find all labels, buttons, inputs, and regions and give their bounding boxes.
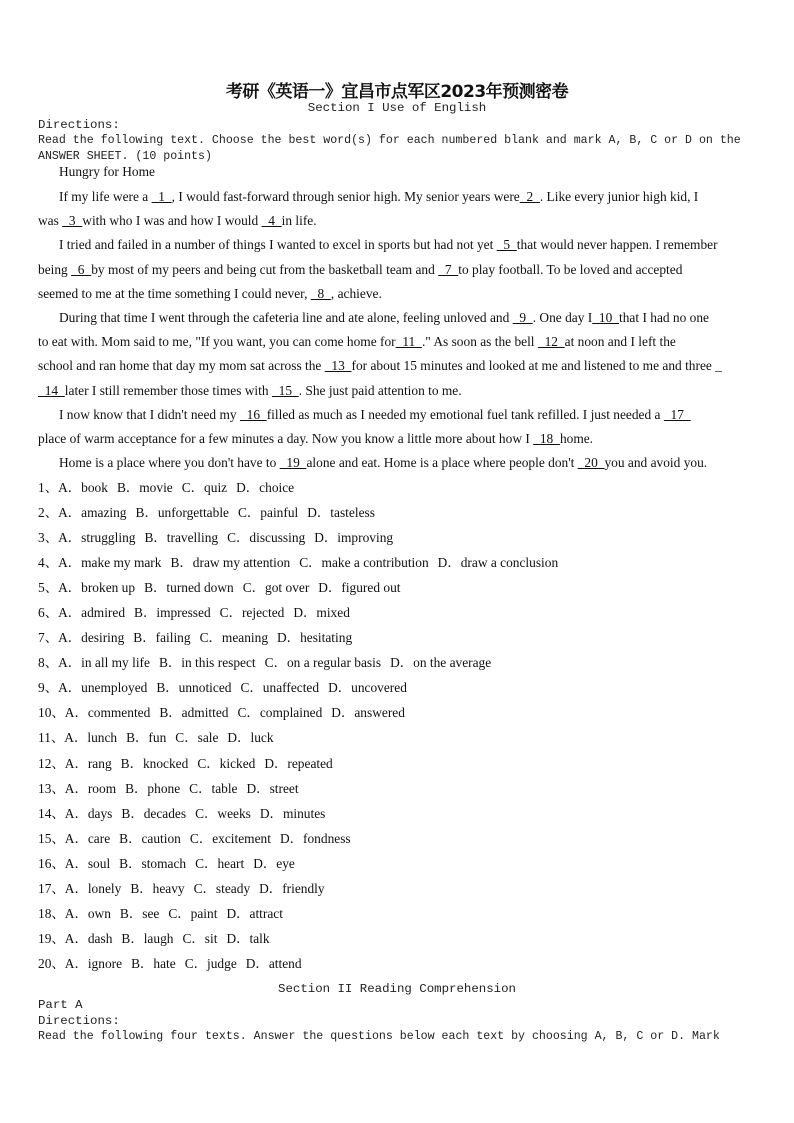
passage-text: . She just paid attention to me.	[298, 382, 462, 398]
section2-directions-label: Directions:	[38, 1014, 120, 1028]
blank-13: 13	[324, 358, 352, 374]
option-D: D．eye	[253, 855, 295, 871]
section1-directions-line-2: ANSWER SHEET. (10 points)	[38, 150, 212, 163]
question-11-options	[38, 728, 567, 753]
passage-line	[38, 260, 758, 284]
option-D: D．street	[246, 780, 299, 796]
passage-text: for about 15 minutes and looked at me and listened to me and three _	[351, 358, 722, 374]
question-19-options	[38, 929, 567, 954]
option-D: D．attend	[245, 955, 302, 971]
passage-text: seemed to me at the time something I could never,	[38, 285, 311, 301]
option-A: 6、A．admired	[38, 605, 126, 621]
question-17-options	[38, 879, 567, 904]
blank-1: 1	[151, 189, 172, 204]
blank-5: 5	[496, 237, 517, 253]
passage-text: place of warm acceptance for a few minutes a day. Now you know a little more about how I	[38, 430, 534, 446]
option-A: 3、A．struggling	[38, 530, 136, 546]
option-B: B．travelling	[144, 530, 219, 546]
option-C: C．make a contribution	[299, 555, 429, 571]
passage-text: During that time I went through the cafeteria line and ate alone, feeling unloved and	[59, 309, 513, 325]
option-B: B．admitted	[159, 705, 229, 721]
question-7-options	[38, 628, 567, 653]
question-13-options	[38, 779, 567, 804]
blank-15: 15	[271, 382, 299, 398]
blank-2: 2	[519, 189, 540, 204]
option-A: 9、A．unemployed	[38, 680, 148, 696]
option-D: D．draw a conclusion	[437, 555, 559, 571]
option-D: D．hesitating	[277, 630, 353, 646]
section1-directions-label: Directions:	[38, 118, 120, 132]
option-C: C．painful	[237, 505, 299, 521]
option-B: B．laugh	[121, 930, 174, 946]
passage-text: Home is a place where you don't have to	[59, 455, 280, 471]
passage-line	[38, 187, 758, 211]
option-D: D．minutes	[259, 805, 326, 821]
passage-text: I tried and failed in a number of things I wanted to excel in sports but had not yet	[59, 237, 497, 253]
option-C: C．sale	[175, 730, 219, 746]
blank-14: 14	[38, 382, 65, 398]
option-A: 11、A．lunch	[38, 730, 118, 746]
passage-text: . Like every junior high kid, I	[539, 189, 699, 204]
option-D: D．mixed	[293, 605, 350, 621]
passage-line	[38, 356, 758, 380]
blank-12: 12	[537, 334, 565, 350]
question-4-options	[38, 553, 567, 578]
option-B: B．heavy	[130, 880, 185, 896]
passage-text: you and avoid you.	[604, 455, 708, 471]
option-C: C．on a regular basis	[264, 655, 382, 671]
blank-18: 18	[533, 430, 560, 446]
passage-line	[38, 211, 758, 235]
passage-text: by most of my peers and being cut from the basketball team and	[91, 261, 439, 277]
option-C: C．quiz	[181, 480, 228, 495]
option-B: B．fun	[126, 730, 167, 746]
option-D: D．figured out	[318, 580, 401, 596]
option-A: 8、A．in all my life	[38, 655, 150, 671]
question-15-options	[38, 829, 567, 854]
question-10-options	[38, 703, 567, 728]
option-B: B．stomach	[119, 855, 187, 871]
passage-line	[38, 453, 758, 477]
question-12-options	[38, 754, 567, 779]
blank-7: 7	[438, 261, 459, 277]
option-C: C．table	[189, 780, 238, 796]
option-C: C．weeks	[195, 805, 251, 821]
option-C: C．meaning	[199, 630, 269, 646]
passage-line	[38, 235, 758, 259]
options-list	[38, 478, 567, 979]
blank-6: 6	[71, 261, 92, 277]
passage-text: later I still remember those times with	[64, 382, 272, 398]
passage-text: at noon and I left the	[564, 334, 676, 350]
option-B: B．caution	[119, 830, 181, 846]
question-2-options	[38, 503, 567, 528]
option-D: D．answered	[331, 705, 405, 721]
blank-9: 9	[512, 309, 533, 325]
option-A: 16、A．soul	[38, 855, 111, 871]
passage-line	[38, 332, 758, 356]
section1-heading: Section I Use of English	[307, 101, 487, 115]
option-A: 10、A．commented	[38, 705, 151, 721]
option-C: C．excitement	[189, 830, 271, 846]
blank-10: 10	[592, 309, 620, 325]
passage-text: school and ran home that day my mom sat across the	[38, 358, 325, 374]
option-B: B．turned down	[144, 580, 234, 596]
option-B: B．phone	[125, 780, 181, 796]
option-B: B．draw my attention	[170, 555, 291, 571]
blank-17: 17	[663, 406, 691, 422]
blank-3: 3	[62, 213, 83, 229]
passage-line	[38, 405, 758, 429]
passage-text: filled as much as I needed my emotional fuel tank refilled. I just needed a	[266, 406, 664, 422]
option-A: 13、A．room	[38, 780, 117, 796]
blank-16: 16	[239, 406, 267, 422]
option-C: C．sit	[182, 930, 218, 946]
option-D: D．choice	[236, 480, 295, 495]
blank-8: 8	[310, 285, 331, 301]
passage-line	[38, 284, 758, 308]
option-A: 5、A．broken up	[38, 580, 136, 596]
passage-text: alone and eat. Home is a place where people don't	[306, 455, 578, 471]
option-B: B．decades	[121, 805, 187, 821]
option-C: C．judge	[184, 955, 237, 971]
option-C: C．unaffected	[240, 680, 320, 696]
passage-text: that would never happen. I remember	[516, 237, 718, 253]
option-D: D．improving	[314, 530, 394, 546]
option-D: D．talk	[226, 930, 270, 946]
question-16-options	[38, 854, 567, 879]
option-D: D．tasteless	[307, 505, 375, 521]
passage-line	[38, 381, 758, 405]
option-A: 1、A．book	[38, 480, 108, 495]
option-A: 7、A．desiring	[38, 630, 125, 646]
option-C: C．got over	[242, 580, 310, 596]
option-A: 14、A．days	[38, 805, 113, 821]
option-C: C．paint	[168, 905, 218, 921]
section2-part: Part A	[38, 998, 83, 1012]
passage-line	[38, 429, 758, 453]
option-D: D．repeated	[264, 755, 333, 771]
option-A: 12、A．rang	[38, 755, 112, 771]
option-D: D．luck	[227, 730, 274, 746]
option-D: D．attract	[226, 905, 283, 921]
question-20-options	[38, 954, 567, 979]
passage-text: being	[38, 261, 72, 277]
option-A: 17、A．lonely	[38, 880, 122, 896]
passage-text: in life.	[281, 213, 317, 229]
option-B: B．unnoticed	[156, 680, 232, 696]
option-A: 20、A．ignore	[38, 955, 123, 971]
question-6-options	[38, 603, 567, 628]
option-A: 19、A．dash	[38, 930, 113, 946]
option-B: B．failing	[133, 630, 191, 646]
option-B: B．knocked	[120, 755, 189, 771]
question-9-options	[38, 678, 567, 703]
passage-text: that I had no one	[619, 309, 710, 325]
option-C: C．kicked	[197, 755, 256, 771]
section2-heading: Section II Reading Comprehension	[278, 982, 516, 996]
option-C: C．steady	[193, 880, 251, 896]
section1-directions-line-1: Read the following text. Choose the best word(s) for each numbered blank and mark A, B, C or D on the	[38, 134, 741, 147]
option-C: C．discussing	[227, 530, 306, 546]
passage-text: was	[38, 213, 63, 229]
question-3-options	[38, 528, 567, 553]
passage-text: , I would fast-forward through senior high. My senior years were	[171, 189, 520, 204]
option-B: B．movie	[116, 480, 173, 495]
option-D: D．uncovered	[328, 680, 407, 696]
option-B: B．unforgettable	[135, 505, 229, 521]
passage-text: If my life were a	[59, 189, 152, 204]
option-C: C．heart	[195, 855, 245, 871]
option-B: B．in this respect	[158, 655, 256, 671]
passage-text: . One day I	[532, 309, 593, 325]
passage-text: ." As soon as the bell	[421, 334, 538, 350]
passage-text: to eat with. Mom said to me, "If you want, you can come home for	[38, 334, 396, 350]
question-1-options	[38, 478, 567, 503]
option-D: D．fondness	[279, 830, 351, 846]
option-A: 2、A．amazing	[38, 505, 127, 521]
blank-11: 11	[395, 334, 422, 350]
passage-text: to play football. To be loved and accepted	[458, 261, 683, 277]
question-5-options	[38, 578, 567, 603]
section2-directions-line: Read the following four texts. Answer the questions below each text by choosing A, B, C or D. Mark	[38, 1030, 720, 1043]
option-B: B．see	[119, 905, 160, 921]
blank-20: 20	[577, 455, 605, 471]
option-D: D．friendly	[259, 880, 325, 896]
option-B: B．impressed	[134, 605, 211, 621]
option-B: B．hate	[131, 955, 176, 971]
option-D: D．on the average	[390, 655, 492, 671]
document-title: 考研《英语一》宜昌市点军区2023年预测密卷	[225, 82, 569, 102]
option-A: 15、A．care	[38, 830, 111, 846]
passage-line	[38, 308, 758, 332]
blank-4: 4	[261, 213, 282, 229]
passage-text: , achieve.	[330, 285, 382, 301]
question-14-options	[38, 804, 567, 829]
passage-text: I now know that I didn't need my	[59, 406, 240, 422]
passage-text: home.	[559, 430, 594, 446]
option-A: 4、A．make my mark	[38, 555, 162, 571]
question-8-options	[38, 653, 567, 678]
passage-text: with who I was and how I would	[82, 213, 262, 229]
option-C: C．rejected	[219, 605, 285, 621]
question-18-options	[38, 904, 567, 929]
passage	[38, 187, 758, 477]
option-A: 18、A．own	[38, 905, 111, 921]
passage-title: Hungry for Home	[59, 164, 155, 179]
option-C: C．complained	[237, 705, 323, 721]
blank-19: 19	[279, 455, 307, 471]
